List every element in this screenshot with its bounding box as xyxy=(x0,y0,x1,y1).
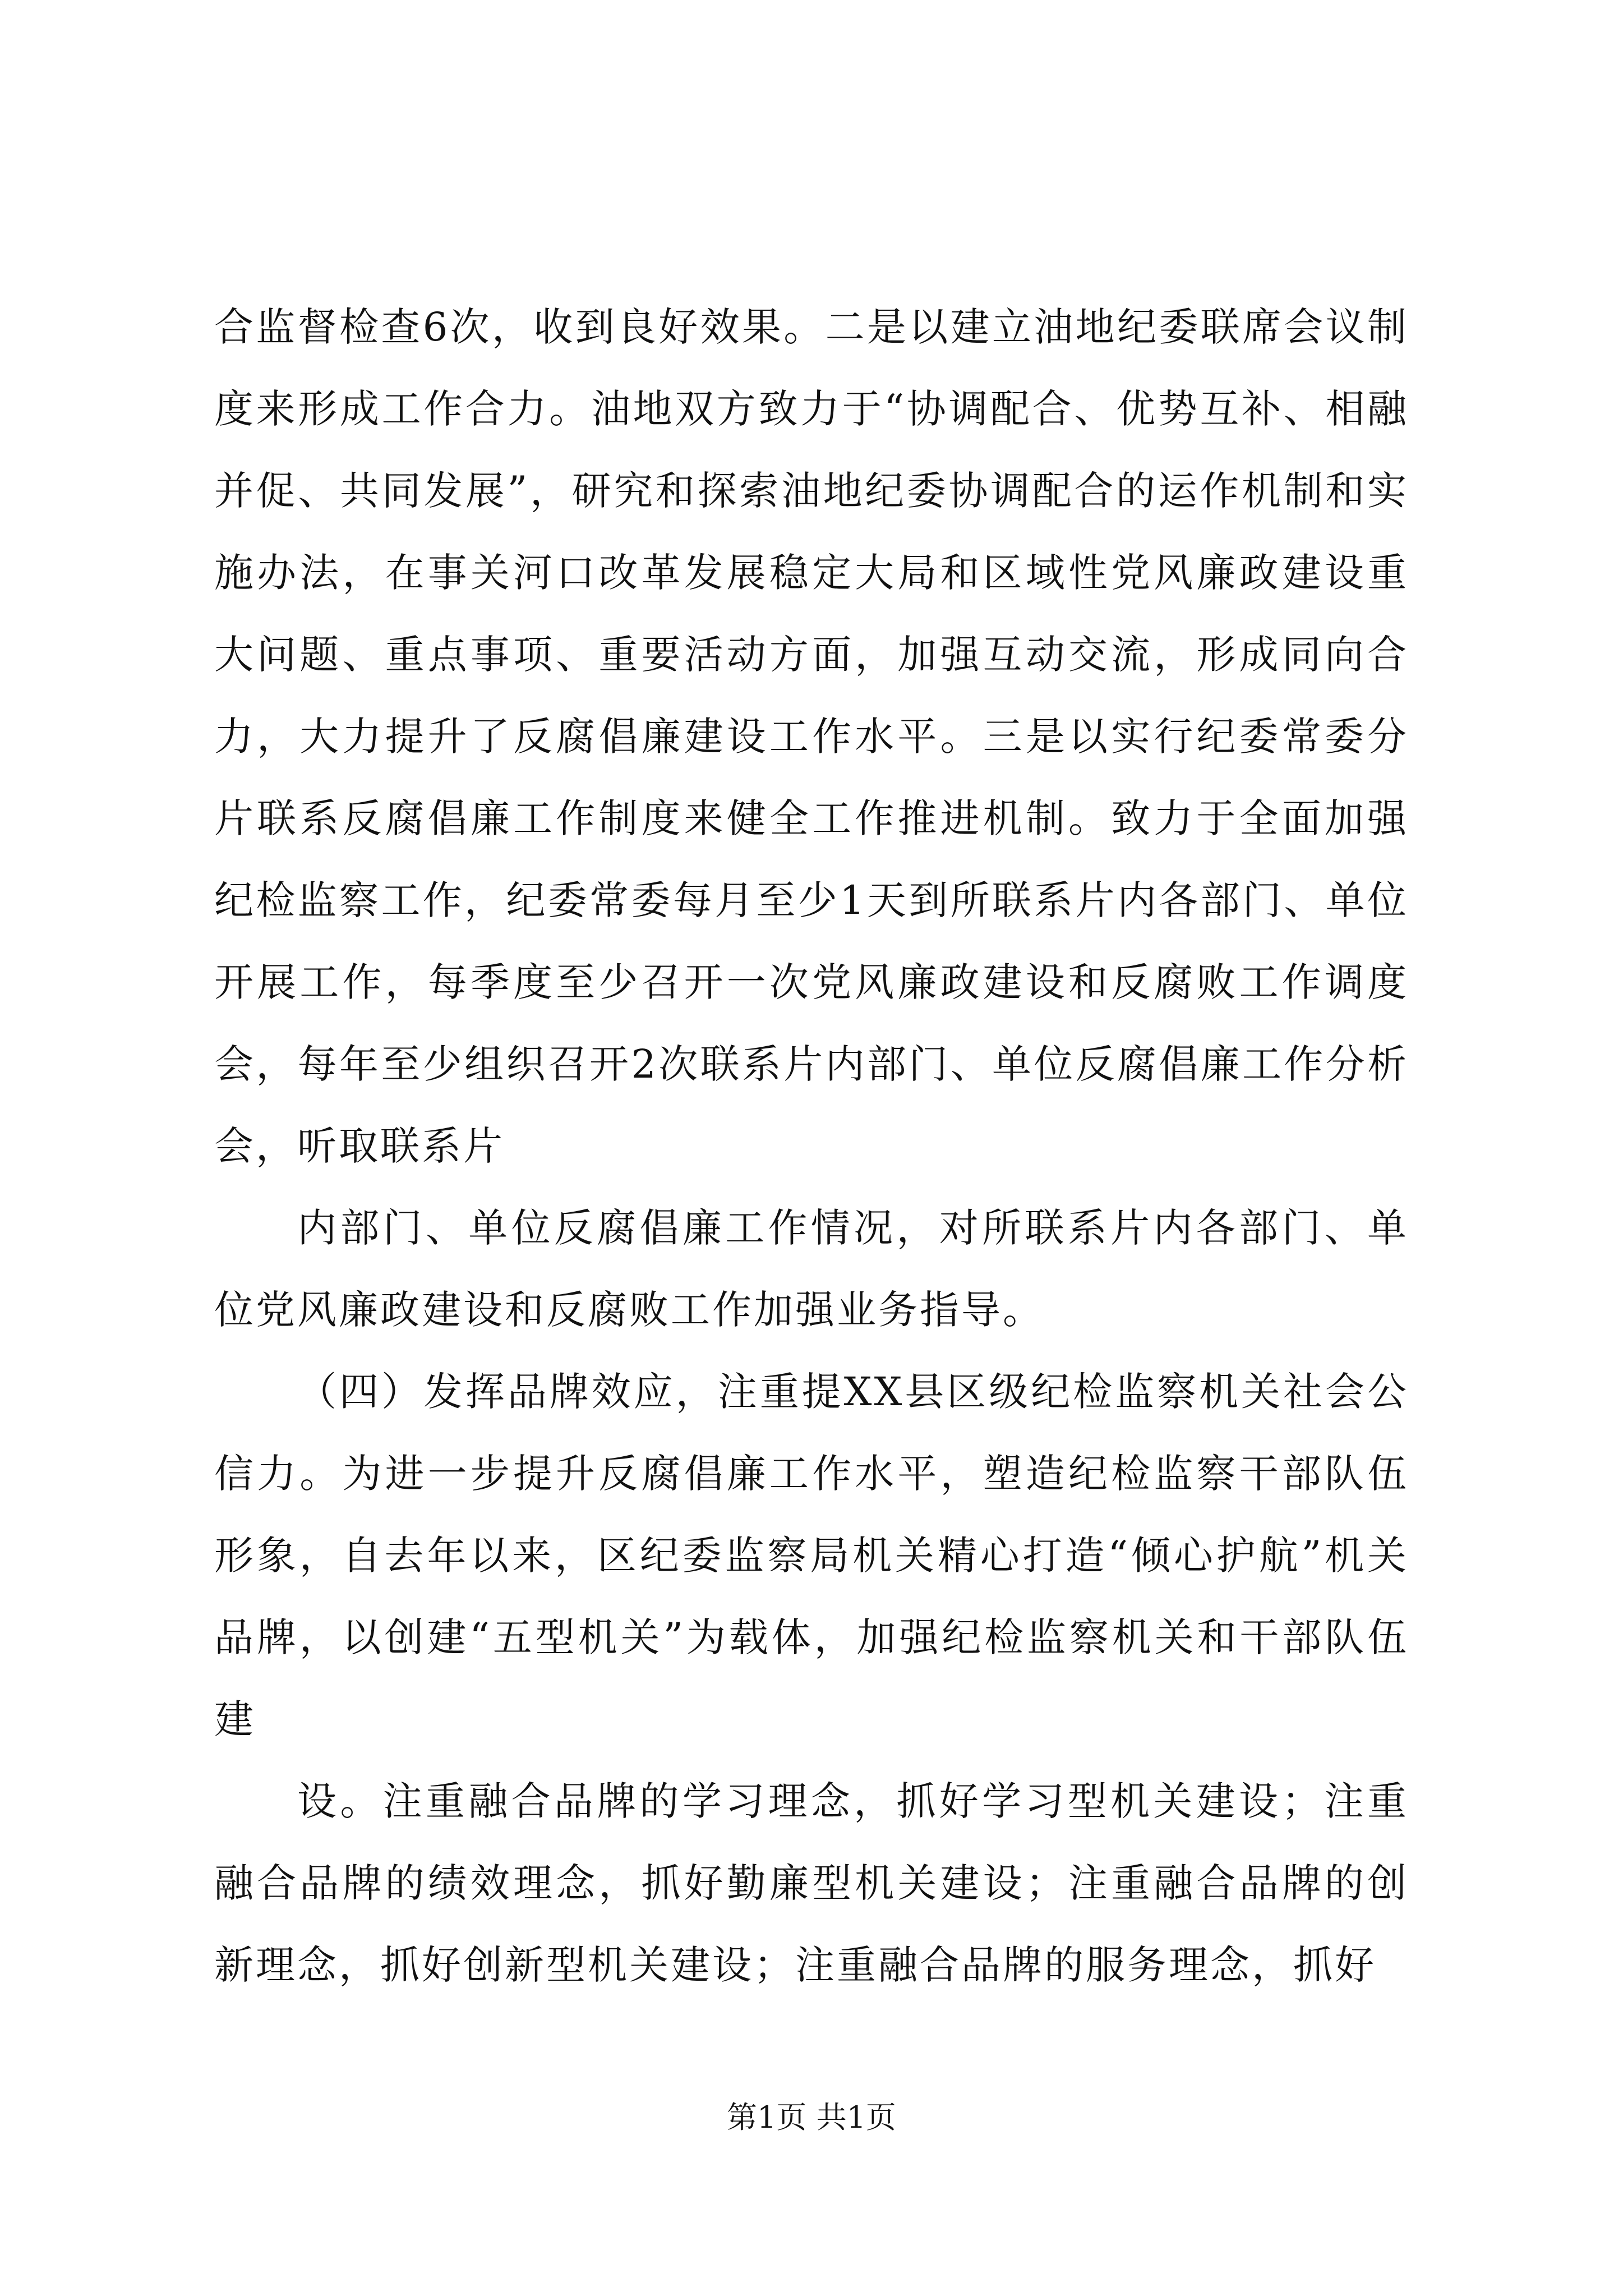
paragraph-1: 合监督检查6次，收到良好效果。二是以建立油地纪委联席会议制度来形成工作合力。油地双方致力于“协调配合、优势互补、相融并促、共同发展”，研究和探索油地纪委协调配合的运作机制和实施办法，在事关河口改革发展稳定大局和区域性党风廉政建设重大问题、重点事项、重要活动方面，加强互动交流，形成同向合力，大力提升了反腐倡廉建设工作水平。三是以实行纪委常委分片联系反腐倡廉工作制度来健全工作推进机制。致力于全面加强纪检监察工作，纪委常委每月至少1天到所联系片内各部门、单位开展工作，每季度至少召开一次党风廉政建设和反腐败工作调度会，每年至少组织召开2次联系片内部门、单位反腐倡廉工作分析会，听取联系片 xyxy=(214,304,1409,1169)
paragraph-4: 设。注重融合品牌的学习理念，抓好学习型机关建设；注重融合品牌的绩效理念，抓好勤廉型机关建设；注重融合品牌的创新理念，抓好创新型机关建设；注重融合品牌的服务理念，抓好 xyxy=(214,1778,1409,1988)
paragraph-2: 内部门、单位反腐倡廉工作情况，对所联系片内各部门、单位党风廉政建设和反腐败工作加强业务指导。 xyxy=(214,1205,1409,1333)
document-body xyxy=(214,286,1409,2006)
paragraph-3: （四）发挥品牌效应，注重提XX县区级纪检监察机关社会公信力。为进一步提升反腐倡廉工作水平，塑造纪检监察干部队伍形象，自去年以来，区纪委监察局机关精心打造“倾心护航”机关品牌，以创建“五型机关”为载体，加强纪检监察机关和干部队伍建 xyxy=(214,1369,1409,1742)
page-number-footer: 第1页 共1页 xyxy=(727,2100,896,2135)
